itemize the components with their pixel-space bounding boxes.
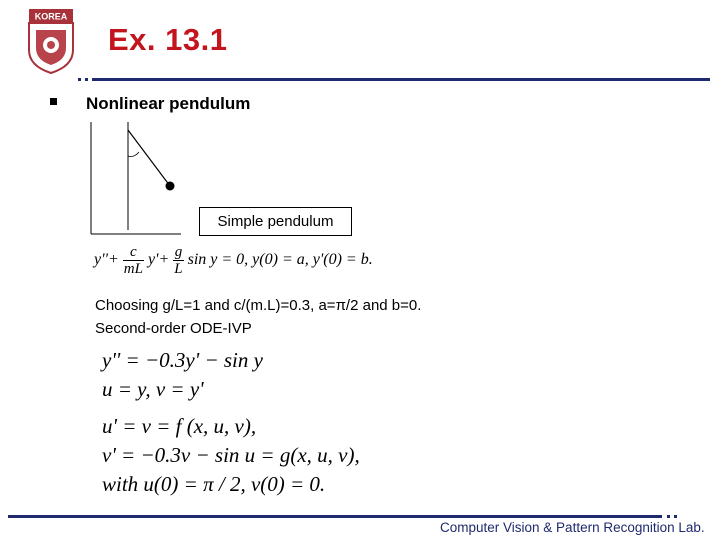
ode-rest: sin y = 0, y(0) = a, y'(0) = b.	[187, 251, 373, 269]
bullet-square-icon	[50, 98, 57, 105]
figure-caption	[199, 207, 352, 236]
ode-frac2-den: L	[174, 261, 183, 277]
rule-dash	[674, 515, 677, 518]
university-logo	[28, 8, 74, 74]
ode-mid: y'+	[147, 251, 170, 269]
ode-formula	[94, 244, 373, 277]
equation-line: v' = −0.3v − sin u = g(x, u, v),	[102, 443, 360, 467]
ode-frac2-num: g	[174, 244, 183, 260]
equation-line: with u(0) = π / 2, v(0) = 0.	[102, 472, 326, 496]
equation-line: y'' = −0.3y' − sin y	[102, 348, 263, 372]
parameter-choice-text: Choosing g/L=1 and c/(m.L)=0.3, a=π/2 and b=0.	[95, 297, 422, 314]
ode-fraction-g-L	[173, 244, 183, 277]
svg-text:KOREA: KOREA	[34, 11, 68, 22]
rule-dash	[667, 515, 670, 518]
rule-dash	[85, 78, 88, 81]
ode-lhs: y''+	[94, 251, 119, 269]
ode-frac1-num: c	[123, 244, 144, 261]
equation-block	[102, 346, 360, 499]
problem-type-text: Second-order ODE-IVP	[95, 320, 252, 337]
slide-title: Ex. 13.1	[108, 22, 228, 57]
equation-line: u = y, v = y'	[102, 377, 204, 401]
footer-divider	[8, 515, 662, 518]
bullet-heading: Nonlinear pendulum	[86, 94, 251, 113]
ode-fraction-c-mL	[123, 244, 144, 277]
equation-line: u' = v = f (x, u, v),	[102, 414, 257, 438]
title-divider	[92, 78, 710, 81]
ode-frac1-den: mL	[123, 261, 143, 277]
rule-dash	[78, 78, 81, 81]
pendulum-figure	[88, 120, 184, 238]
footer-lab-name: Computer Vision & Pattern Recognition Lab.	[440, 520, 705, 535]
figure-caption-text: Simple pendulum	[217, 213, 334, 230]
